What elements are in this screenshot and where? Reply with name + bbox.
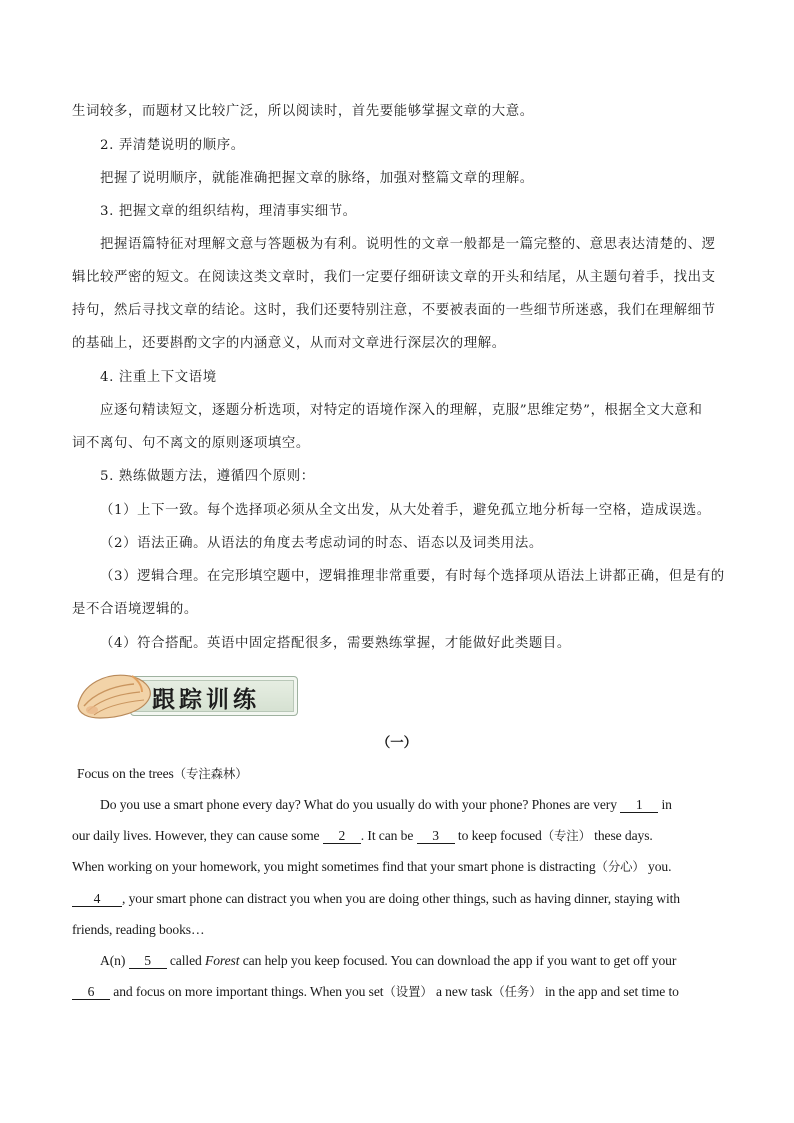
passage-title [77, 764, 728, 784]
item-4-body-line: 词不离句、句不离文的原则逐项填空。 [72, 436, 310, 451]
passage-text: called [166, 953, 206, 968]
banner-title: 跟踪训练 [152, 687, 260, 713]
rule-item: （4）符合搭配。英语中固定搭配很多，需要熟练掌握，才能做好此类题目。 [100, 636, 571, 651]
gloss-cn: （专注） [541, 828, 591, 843]
item-2-heading: 2. 弄清楚说明的顺序。 [100, 138, 245, 153]
passage-line [100, 795, 728, 815]
app-name: Forest [205, 953, 240, 968]
passage-text: When working on your homework, you might sometimes find that your smart phone is distracting [72, 859, 596, 874]
passage-text: these days. [590, 828, 653, 843]
item-3-body-line: 的基础上，还要斟酌文字的内涵意义，从而对文章进行深层次的理解。 [72, 336, 506, 351]
paragraph-tail: 生词较多，而题材又比较广泛，所以阅读时，首先要能够掌握文章的大意。 [72, 104, 534, 119]
rule-item: （3）逻辑合理。在完形填空题中，逻辑推理非常重要，有时每个选择项从语法上讲都正确，但是有的 [100, 569, 725, 584]
item-3-body-line: 持句，然后寻找文章的结论。这时，我们还要特别注意，不要被表面的一些细节所迷惑，我们在理解细节 [72, 303, 716, 318]
gloss-cn: （设置） [383, 984, 433, 999]
item-4-body-line: 应逐句精读短文，逐题分析选项，对特定的语境作深入的理解，克服”思维定势”，根据全文大意和 [100, 403, 703, 418]
passage-line [100, 951, 728, 971]
passage-title-cn: （专注森林） [173, 766, 248, 781]
blank-5[interactable]: 5 [129, 954, 167, 969]
blank-4[interactable]: 4 [72, 892, 122, 907]
item-3-heading: 3. 把握文章的组织结构，理清事实细节。 [100, 204, 357, 219]
rule-item: （1）上下一致。每个选择项必须从全文出发，从大处着手，避免孤立地分析每一空格，造成误选。 [100, 503, 711, 518]
rule-item: 是不合语境逻辑的。 [72, 602, 198, 617]
passage-line [72, 826, 728, 846]
passage-text: our daily lives. However, they can cause some [72, 828, 323, 843]
section-banner [72, 666, 298, 724]
passage-text: in [658, 797, 672, 812]
passage-text: to keep focused [454, 828, 542, 843]
item-3-body-line: 辑比较严密的短文。在阅读这类文章时，我们一定要仔细研读文章的开头和结尾，从主题句着手，找出支 [72, 270, 716, 285]
blank-6[interactable]: 6 [72, 985, 110, 1000]
passage-line [72, 889, 728, 909]
item-2-body: 把握了说明顺序，就能准确把握文章的脉络，加强对整篇文章的理解。 [100, 171, 534, 186]
passage-text: , your smart phone can distract you when you are doing other things, such as having dinner, staying with [122, 891, 680, 906]
gloss-cn: （任务） [492, 984, 542, 999]
passage-text: can help you keep focused. You can download the app if you want to get off your [239, 953, 677, 968]
passage-text: in the app and set time to [541, 984, 679, 999]
item-4-heading: 4. 注重上下文语境 [100, 370, 217, 385]
passage-text: you. [644, 859, 672, 874]
item-5-heading: 5. 熟练做题方法，遵循四个原则： [100, 469, 315, 484]
seashell-icon [72, 666, 154, 724]
blank-1[interactable]: 1 [620, 798, 658, 813]
passage-text: Do you use a smart phone every day? What do you usually do with your phone? Phones are very [100, 797, 621, 812]
passage-line [72, 982, 728, 1002]
blank-3[interactable]: 3 [417, 829, 455, 844]
passage-line [72, 857, 728, 877]
passage-text: a new task [432, 984, 493, 999]
rule-item: （2）语法正确。从语法的角度去考虑动词的时态、语态以及词类用法。 [100, 536, 543, 551]
gloss-cn: （分心） [595, 859, 645, 874]
blank-2[interactable]: 2 [323, 829, 361, 844]
passage-title-en: Focus on the trees [77, 766, 174, 781]
passage-text: A(n) [100, 953, 129, 968]
passage-text: . It can be [360, 828, 417, 843]
passage-line: friends, reading books… [72, 922, 205, 937]
passage-text: and focus on more important things. When you set [110, 984, 384, 999]
item-3-body-line: 把握语篇特征对理解文意与答题极为有利。说明性的文章一般都是一篇完整的、意思表达清楚的、逻 [100, 237, 716, 252]
exercise-number: （一） [376, 736, 418, 751]
